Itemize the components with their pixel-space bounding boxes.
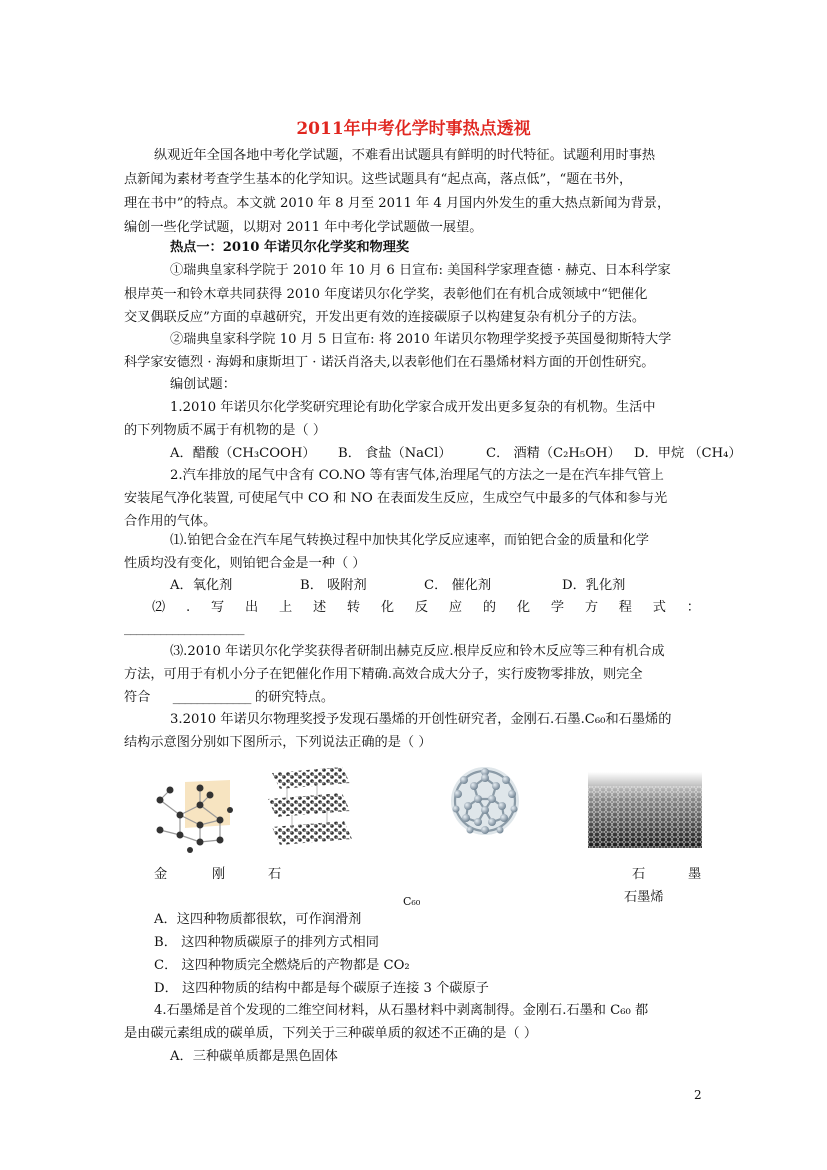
q1-option-d: D．甲烷 （CH₄） — [634, 446, 742, 461]
diamond-structure-image — [150, 770, 240, 855]
hotspot-heading: 热点一：2010 年诺贝尔化学奖和物理奖 — [170, 240, 410, 255]
q2-sub2-char: 述 — [312, 600, 327, 615]
q2-sub2-answer-blank[interactable]: ____________________ — [124, 621, 244, 636]
compiled-label: 编创试题： — [170, 377, 236, 392]
q1-option-b: B． 食盐（NaCl） — [338, 446, 452, 461]
q2-stem-3: 合作用的气体。 — [124, 514, 217, 529]
q1-stem-1: 1.2010 年诺贝尔化学奖研究理论有助化学家合成开发出更多复杂的有机物。生活中 — [170, 400, 656, 415]
q2-sub2-line — [152, 599, 700, 617]
news2-line-2: 科学家安德烈 · 海姆和康斯坦丁 · 诺沃肖洛夫,以表彰他们在石墨烯材料方面的开创性研究。 — [124, 355, 655, 370]
q2-sub2-char: 方 — [584, 600, 598, 615]
q2-stem-1: 2.汽车排放的尾气中含有 CO.NO 等有害气体,治理尾气的方法之一是在汽车排气管上 — [170, 468, 664, 483]
graphite-structure-image — [262, 765, 357, 850]
q2-sub2-char: ： — [686, 600, 700, 615]
q2-stem-2: 安装尾气净化装置, 可使尾气中 CO 和 NO 在表面发生反应，生成空气中最多的气体和参与光 — [124, 491, 668, 506]
q1-option-c: C． 酒精（C₂H₅OH） — [486, 446, 621, 461]
q2-sub2-char: 学 — [550, 600, 565, 615]
q3-option-c: C． 这四种物质完全燃烧后的产物都是 CO₂ — [154, 958, 410, 973]
news2-line-1: ②瑞典皇家科学院 10 月 5 日宣布: 将 2010 年诺贝尔物理学奖授予英国曼彻斯特大学 — [170, 332, 672, 347]
q4-option-a: A．三种碳单质都是黑色固体 — [170, 1049, 338, 1064]
q2-sub1-option-d: D．乳化剂 — [562, 578, 626, 593]
q2-sub1-option-b: B． 吸附剂 — [300, 578, 367, 593]
q2-sub3-prefix: 符合 — [124, 690, 151, 705]
q2-sub3-line-3 — [124, 689, 334, 707]
q2-sub3-answer-blank[interactable]: _____________ — [172, 690, 251, 705]
q4-stem-1: 4.石墨烯是首个发现的二维空间材料，从石墨材料中剥离制得。金刚石.石墨和 C₆₀ 都 — [154, 1003, 649, 1018]
news1-line-2: 根岸英一和铃木章共同获得 2010 年度诺贝尔化学奖，表彰他们在有机合成领域中“钯催化 — [124, 287, 648, 302]
label-c60: C₆₀ — [403, 895, 421, 908]
q3-stem-2: 结构示意图分别如下图所示，下列说法正确的是（ ） — [124, 735, 432, 750]
news1-line-1: ①瑞典皇家科学院于 2010 年 10 月 6 日宣布: 美国科学家理查德 · 赫克、日本科学家 — [170, 263, 671, 278]
intro-line-4: 编创一些化学试题，以期对 2011 年中考化学试题做一展望。 — [124, 220, 483, 235]
q2-sub2-char: ⑵ — [152, 600, 166, 615]
news1-line-3: 交叉偶联反应”方面的卓越研究，开发出更有效的连接碳原子以构建复杂有机分子的方法。 — [124, 310, 646, 325]
intro-line-1: 纵观近年全国各地中考化学试题，不难看出试题具有鲜明的时代特征。试题利用时事热 — [154, 148, 656, 163]
q2-sub3-line-1: ⑶.2010 年诺贝尔化学奖获得者研制出赫克反应.根岸反应和铃木反应等三种有机合成 — [170, 644, 665, 659]
label-graphene: 石墨烯 — [624, 890, 664, 905]
q2-sub2-char: 的 — [482, 600, 497, 615]
label-graphite-char: 石 — [632, 867, 646, 882]
q2-sub2-char: 反 — [414, 600, 429, 615]
page-number: 2 — [694, 1088, 702, 1102]
q2-sub1-option-c: C． 催化剂 — [424, 578, 492, 593]
page-title: 2011年中考化学时事热点透视 — [296, 119, 531, 139]
label-diamond-char: 石 — [268, 867, 282, 882]
q2-sub1-option-a: A．氧化剂 — [170, 578, 233, 593]
label-diamond-char: 刚 — [212, 867, 226, 882]
q1-stem-2: 的下列物质不属于有机物的是（ ） — [124, 423, 327, 438]
q2-sub2-char: 出 — [244, 600, 259, 615]
q2-sub2-char: 转 — [346, 600, 361, 615]
intro-line-2: 点新闻为素材考查学生基本的化学知识。这些试题具有“起点高，落点低”，“题在书外， — [124, 172, 633, 187]
q3-option-d: D． 这四种物质的结构中都是每个碳原子连接 3 个碳原子 — [154, 981, 489, 996]
q2-sub2-char: 写 — [210, 600, 225, 615]
q2-sub1-line-1: ⑴.铂钯合金在汽车尾气转换过程中加快其化学反应速率，而铂钯合金的质量和化学 — [170, 533, 649, 548]
q2-sub2-char: 应 — [448, 600, 463, 615]
q2-sub2-char: 化 — [380, 600, 395, 615]
q4-stem-2: 是由碳元素组成的碳单质，下列关于三种碳单质的叙述不正确的是（ ） — [124, 1026, 538, 1041]
graphene-structure-image — [588, 772, 702, 848]
c60-structure-image — [448, 764, 522, 838]
q2-sub2-char: 化 — [516, 600, 531, 615]
q2-sub1-line-2: 性质均没有变化，则铂钯合金是一种（ ） — [124, 556, 366, 571]
q2-sub3-suffix: 的研究特点。 — [254, 690, 335, 705]
q1-option-a: A．醋酸（CH₃COOH） — [170, 446, 316, 461]
intro-line-3: 理在书中”的特点。本文就 2010 年 8 月至 2011 年 4 月国内外发生的重大热点新闻为背景， — [124, 196, 671, 211]
q2-sub2-char: . — [185, 600, 191, 615]
label-diamond-char: 金 — [154, 867, 168, 882]
q2-sub2-char: 式 — [652, 600, 666, 615]
label-graphite-char: 墨 — [688, 867, 702, 882]
q2-sub2-char: 上 — [278, 600, 293, 615]
q3-option-a: A．这四种物质都很软，可作润滑剂 — [154, 912, 362, 927]
q3-stem-1: 3.2010 年诺贝尔物理奖授予发现石墨烯的开创性研究者，金刚石.石墨.C₆₀和石墨烯的 — [170, 712, 672, 727]
q2-sub2-char: 程 — [618, 600, 632, 615]
q2-sub3-line-2: 方法，可用于有机小分子在钯催化作用下精确.高效合成大分子，实行废物零排放，则完全 — [124, 667, 643, 682]
q3-option-b: B． 这四种物质碳原子的排列方式相同 — [154, 935, 379, 950]
